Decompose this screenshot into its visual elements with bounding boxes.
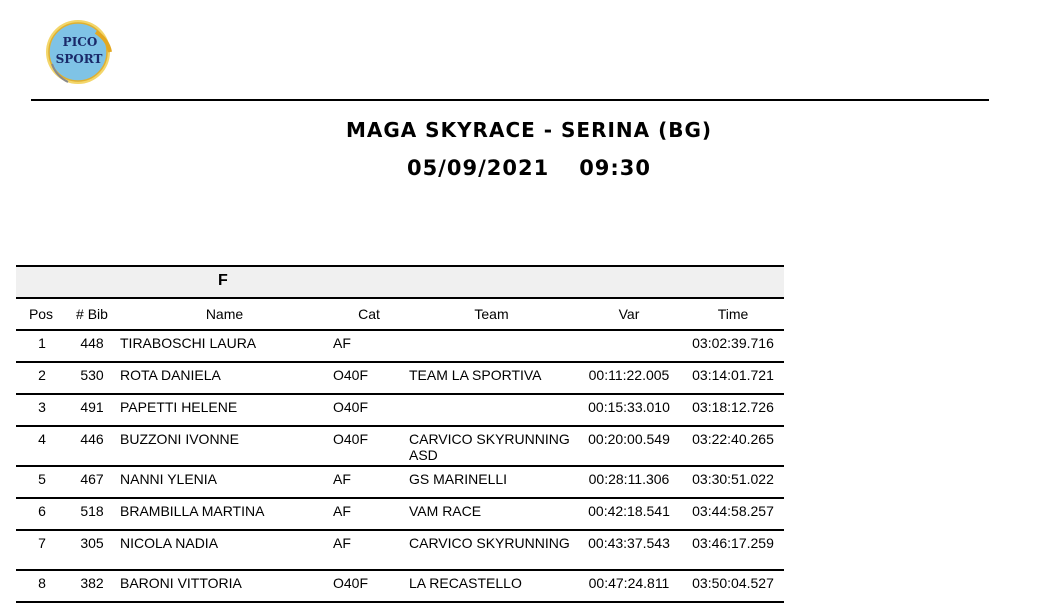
cell-name: PAPETTI HELENE [120, 399, 238, 415]
cell-bib: 448 [80, 335, 104, 351]
cell-cat: AF [333, 503, 351, 519]
cell-team: CARVICO SKYRUNNING ASD [409, 431, 570, 463]
cell-pos: 7 [38, 535, 46, 551]
cell-time: 03:30:51.022 [692, 471, 774, 487]
event-title: MAGA SKYRACE - SERINA (BG) [345, 118, 713, 142]
cell-cat: AF [333, 535, 351, 551]
col-pos: Pos [28, 306, 54, 322]
cell-name: BRAMBILLA MARTINA [120, 503, 265, 519]
cell-cat: O40F [333, 367, 369, 383]
cell-bib: 491 [80, 399, 104, 415]
col-team: Team [474, 306, 509, 322]
cell-pos: 2 [38, 367, 46, 383]
cell-name: NANNI YLENIA [120, 471, 217, 487]
pico-sport-logo [44, 18, 114, 86]
event-time: 09:30 [579, 156, 652, 180]
cell-team: VAM RACE [409, 503, 482, 519]
cell-pos: 4 [38, 431, 46, 447]
group-header [16, 265, 784, 299]
col-bib: # Bib [76, 306, 108, 322]
cell-name: TIRABOSCHI LAURA [120, 335, 257, 351]
cell-name: NICOLA NADIA [120, 535, 219, 551]
group-label: F [218, 272, 228, 289]
table-row [16, 363, 784, 395]
cell-pos: 6 [38, 503, 46, 519]
col-var: Var [618, 306, 640, 322]
event-datetime [0, 156, 1058, 180]
cell-pos: 1 [38, 335, 46, 351]
cell-pos: 8 [38, 575, 46, 591]
cell-bib: 518 [80, 503, 104, 519]
results-table [16, 265, 784, 603]
col-name: Name [205, 306, 244, 322]
cell-time: 03:44:58.257 [692, 503, 774, 519]
table-row [16, 531, 784, 571]
logo-line2: SPORT [55, 52, 103, 66]
cell-var [576, 335, 682, 361]
cell-time: 03:50:04.527 [692, 575, 774, 591]
cell-team [407, 399, 576, 425]
cell-name: ROTA DANIELA [120, 367, 221, 383]
cell-time: 03:18:12.726 [692, 399, 774, 415]
cell-time: 03:22:40.265 [692, 431, 774, 447]
logo-line1: PICO [62, 35, 98, 49]
cell-name: BARONI VITTORIA [120, 575, 242, 591]
cell-bib: 467 [80, 471, 104, 487]
cell-name: BUZZONI IVONNE [120, 431, 240, 447]
cell-pos: 5 [38, 471, 46, 487]
column-headers [16, 299, 784, 331]
cell-bib: 446 [80, 431, 104, 447]
table-row [16, 427, 784, 467]
cell-cat: AF [333, 335, 351, 351]
event-date: 05/09/2021 [406, 156, 550, 180]
cell-bib: 382 [80, 575, 104, 591]
cell-var: 00:47:24.811 [588, 575, 670, 591]
cell-pos: 3 [38, 399, 46, 415]
cell-time: 03:46:17.259 [692, 535, 774, 551]
cell-team: GS MARINELLI [409, 471, 508, 487]
cell-cat: O40F [333, 575, 369, 591]
cell-cat: O40F [333, 399, 369, 415]
cell-var: 00:20:00.549 [588, 431, 670, 447]
table-row [16, 571, 784, 603]
header-divider [31, 99, 989, 101]
cell-bib: 530 [80, 367, 104, 383]
table-row [16, 331, 784, 363]
cell-time: 03:14:01.721 [692, 367, 774, 383]
cell-var: 00:11:22.005 [588, 367, 670, 383]
col-cat: Cat [358, 306, 380, 322]
cell-time: 03:02:39.716 [692, 335, 774, 351]
cell-var: 00:42:18.541 [588, 503, 670, 519]
cell-cat: O40F [333, 431, 369, 447]
cell-team: LA RECASTELLO [409, 575, 522, 591]
cell-team: CARVICO SKYRUNNING [409, 535, 570, 551]
table-row [16, 395, 784, 427]
table-row [16, 499, 784, 531]
table-row [16, 467, 784, 499]
cell-team: TEAM LA SPORTIVA [409, 367, 542, 383]
cell-cat: AF [333, 471, 351, 487]
cell-team [407, 335, 576, 361]
cell-var: 00:15:33.010 [588, 399, 670, 415]
cell-var: 00:28:11.306 [588, 471, 670, 487]
results-rows [16, 331, 784, 603]
col-time: Time [717, 306, 749, 322]
cell-var: 00:43:37.543 [588, 535, 670, 551]
cell-bib: 305 [80, 535, 104, 551]
